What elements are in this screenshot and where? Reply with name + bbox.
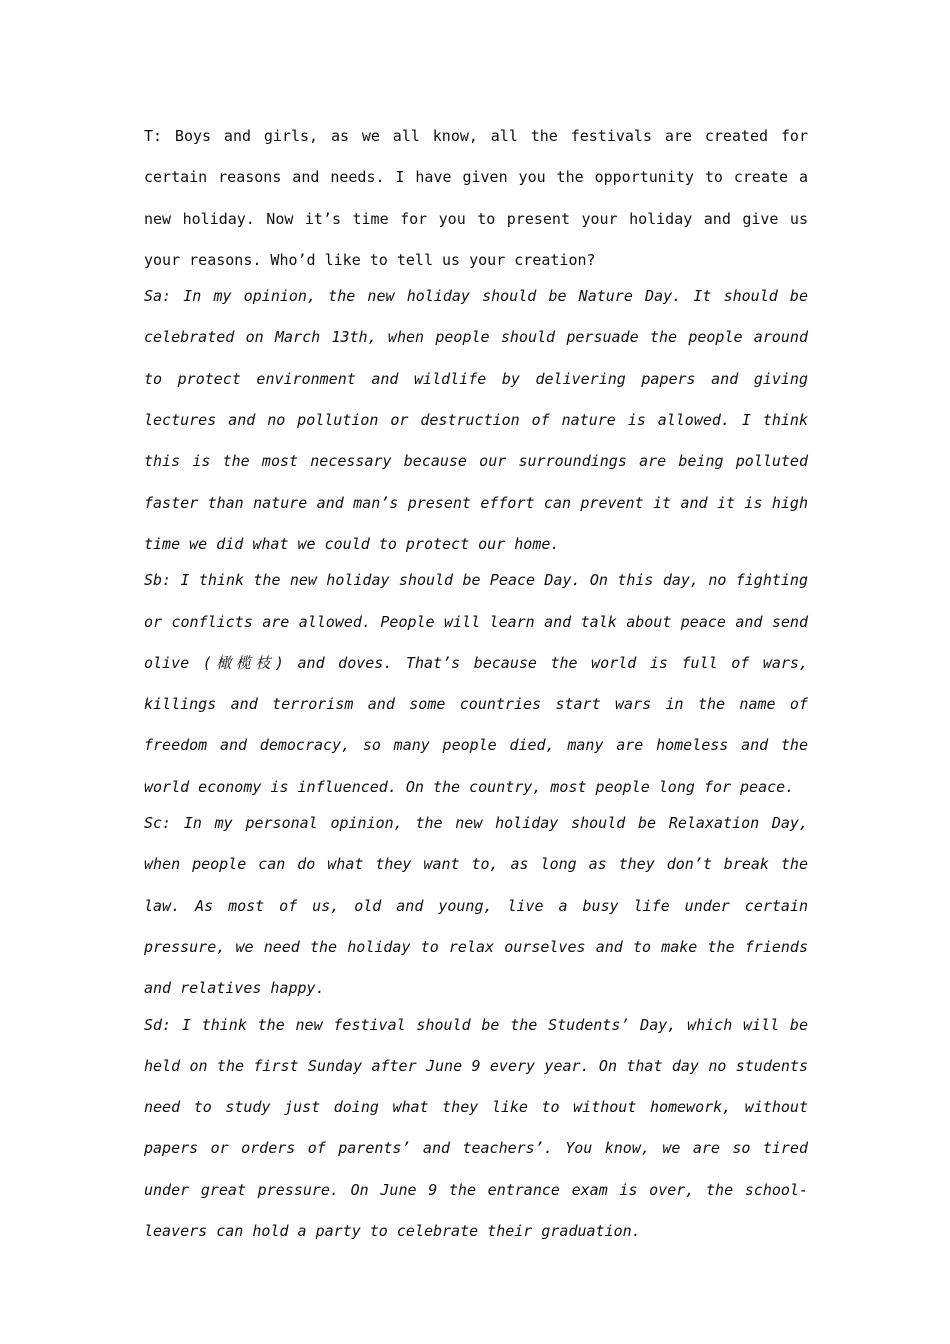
teacher-paragraph: T: Boys and girls, as we all know, all the festivals are created for certain reasons and needs. I have given you the opportunity to create a new holiday. Now it’s time for you to present your holiday and give us your reasons. Who’d like to tell us your creation? bbox=[144, 127, 808, 269]
student-b-paragraph: Sb: I think the new holiday should be Peace Day. On this day, no fighting or conflicts are allowed. People will learn and talk about peace and send olive (橄榄枝) and doves. That’s because the world is full of wars, killings and terrorism and some countries start wars in the name of freedom and democracy, so many people died, many are homeless and the world economy is influenced. On the country, most people long for peace. bbox=[144, 571, 808, 796]
student-c-paragraph: Sc: In my personal opinion, the new holiday should be Relaxation Day, when people can do what they want to, as long as they don’t break the law. As most of us, old and young, live a busy life under certain pressure, we need the holiday to relax ourselves and to make the friends and relatives happy. bbox=[144, 814, 808, 998]
document-body bbox=[144, 116, 808, 1252]
student-a-paragraph: Sa: In my opinion, the new holiday should be Nature Day. It should be celebrated on March 13th, when people should persuade the people around to protect environment and wildlife by delivering papers and giving lectures and no pollution or destruction of nature is allowed. I think this is the most necessary because our surroundings are being polluted faster than nature and man’s present effort can prevent it and it is high time we did what we could to protect our home. bbox=[144, 287, 808, 553]
student-d-paragraph: Sd: I think the new festival should be the Students’ Day, which will be held on the first Sunday after June 9 every year. On that day no students need to study just doing what they like to without homework, without papers or orders of parents’ and teachers’. You know, we are so tired under great pressure. On June 9 the entrance exam is over, the school-leavers can hold a party to celebrate their graduation. bbox=[144, 1015, 808, 1241]
